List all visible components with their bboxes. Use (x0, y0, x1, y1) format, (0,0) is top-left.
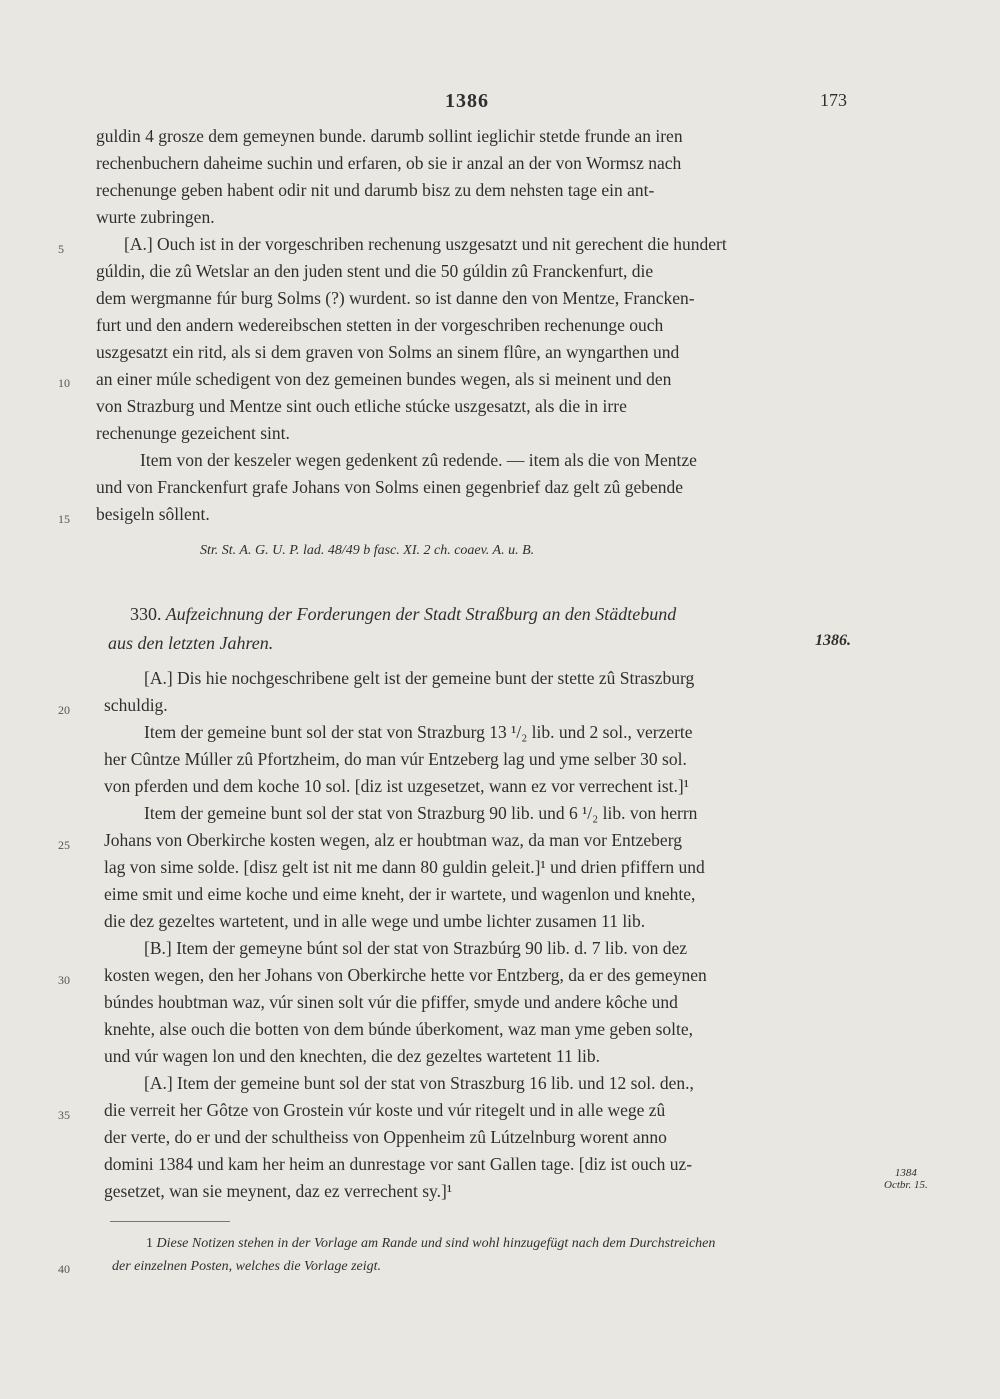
text-line: gesetzet, wan sie meynent, daz ez verrechent sy.]¹ (104, 1181, 453, 1201)
footnote-marker: 1 (146, 1236, 153, 1251)
text-line: gúldin, die zû Wetslar an den juden stent und die 50 gúldin zû Franckenfurt, die (96, 261, 654, 281)
text-line: und von Franckenfurt grafe Johans von Solms einen gegenbrief daz gelt zû gebende (96, 477, 684, 497)
text-line: [A.] Ouch ist in der vorgeschriben rechenung uszgesatzt und nit gerechent die hundert (124, 234, 727, 254)
document-title-line2: aus den letzten Jahren. (108, 633, 274, 653)
page-number: 173 (820, 90, 847, 110)
text-line: knehte, alse ouch die botten von dem búnde úberkoment, waz man yme geben solte, (104, 1019, 693, 1039)
text-line: wurte zubringen. (96, 207, 215, 227)
text-line: uszgesatzt ein ritd, als si dem graven von Solms an sinem flûre, an wyngarthen und (96, 342, 680, 362)
margin-note (884, 1167, 928, 1191)
footnote-line2: der einzelnen Posten, welches die Vorlage zeigt. (112, 1259, 382, 1274)
margin-note-year: 1384 (894, 1167, 917, 1179)
source-citation: Str. St. A. G. U. P. lad. 48/49 b fasc. XI. 2 ch. coaev. A. u. B. (200, 543, 535, 558)
document-number: 330. (130, 604, 162, 624)
text-line: [B.] Item der gemeyne búnt sol der stat von Strazbúrg 90 lib. d. 7 lib. von dez (144, 938, 688, 958)
text-line: búndes houbtman waz, vúr sinen solt vúr die pfiffer, smyde und andere kôche und (104, 992, 678, 1012)
text-line: die dez gezeltes wartetent, und in alle wege und umbe lichter zusamen 11 lib. (104, 911, 646, 931)
text-line: die verreit her Gôtze von Grostein vúr koste und vúr ritegelt und in alle wege zû (104, 1100, 666, 1120)
text-line: [A.] Dis hie nochgeschribene gelt ist der gemeine bunt der stette zû Straszburg (144, 668, 695, 688)
line-number: 40 (58, 1262, 70, 1276)
line-number: 5 (58, 242, 64, 256)
text-line: von pferden und dem koche 10 sol. [diz ist uzgesetzet, wann ez vor verrechent ist.]¹ (104, 776, 689, 796)
text-line: domini 1384 und kam her heim an dunrestage vor sant Gallen tage. [diz ist ouch uz- (104, 1154, 693, 1174)
text-line: guldin 4 grosze dem gemeynen bunde. darumb sollint ieglichir stetde frunde an iren (96, 126, 683, 146)
line-number: 35 (58, 1108, 70, 1122)
footnote-line1 (146, 1236, 715, 1252)
text-line: Item der gemeine bunt sol der stat von Strazburg 90 lib. und 6 ¹/₂ lib. von herrn (144, 803, 698, 823)
footnote-text-1: Diese Notizen stehen in der Vorlage am Rande und sind wohl hinzugefügt nach dem Durchstreichen (156, 1236, 716, 1251)
text-line: besigeln sôllent. (96, 504, 210, 524)
text-line: Johans von Oberkirche kosten wegen, alz er houbtman waz, da man vor Entzeberg (104, 830, 682, 850)
margin-note-date: Octbr. 15. (884, 1179, 928, 1191)
text-line: kosten wegen, den her Johans von Oberkirche hette vor Entzberg, da er des gemeynen (104, 965, 707, 985)
text-line: an einer múle schedigent von dez gemeinen bundes wegen, als si meinent und den (96, 369, 672, 389)
text-line: furt und den andern wedereibschen stetten in der vorgeschriben rechenunge ouch (96, 315, 664, 335)
text-line: rechenunge geben habent odir nit und darumb bisz zu dem nehsten tage ein ant- (96, 180, 655, 200)
text-line: rechenunge gezeichent sint. (96, 423, 290, 443)
text-line: schuldig. (104, 695, 168, 715)
page-header-year: 1386 (445, 90, 489, 112)
text-line: von Strazburg und Mentze sint ouch etliche stúcke uszgesatzt, als die in irre (96, 396, 627, 416)
text-line: Item der gemeine bunt sol der stat von Strazburg 13 ¹/₂ lib. und 2 sol., verzerte (144, 722, 693, 742)
document-title (130, 604, 676, 625)
line-number: 15 (58, 512, 70, 526)
line-number: 20 (58, 703, 70, 717)
text-line: der verte, do er und der schultheiss von Oppenheim zû Lútzelnburg worent anno (104, 1127, 667, 1147)
line-number: 25 (58, 838, 70, 852)
line-number: 10 (58, 376, 70, 390)
footnote-divider (110, 1221, 230, 1222)
line-number: 30 (58, 973, 70, 987)
text-line: [A.] Item der gemeine bunt sol der stat von Straszburg 16 lib. und 12 sol. den., (144, 1073, 694, 1093)
text-line: her Cûntze Múller zû Pfortzheim, do man vúr Entzeberg lag und yme selber 30 sol. (104, 749, 687, 769)
document-year: 1386. (815, 632, 851, 649)
document-title-line1: Aufzeichnung der Forderungen der Stadt Straßburg an den Städtebund (165, 604, 677, 624)
text-line: Item von der keszeler wegen gedenkent zû redende. — item als die von Mentze (140, 450, 697, 470)
text-line: eime smit und eime koche und eime kneht, der ir wartete, und wagenlon und knehte, (104, 884, 696, 904)
text-line: lag von sime solde. [disz gelt ist nit me dann 80 guldin geleit.]¹ und drien pfiffern und (104, 857, 705, 877)
text-line: dem wergmanne fúr burg Solms (?) wurdent. so ist danne den von Mentze, Francken- (96, 288, 695, 308)
text-line: und vúr wagen lon und den knechten, die dez gezeltes wartetent 11 lib. (104, 1046, 600, 1066)
text-line: rechenbuchern daheime suchin und erfaren, ob sie ir anzal an der von Wormsz nach (96, 153, 682, 173)
